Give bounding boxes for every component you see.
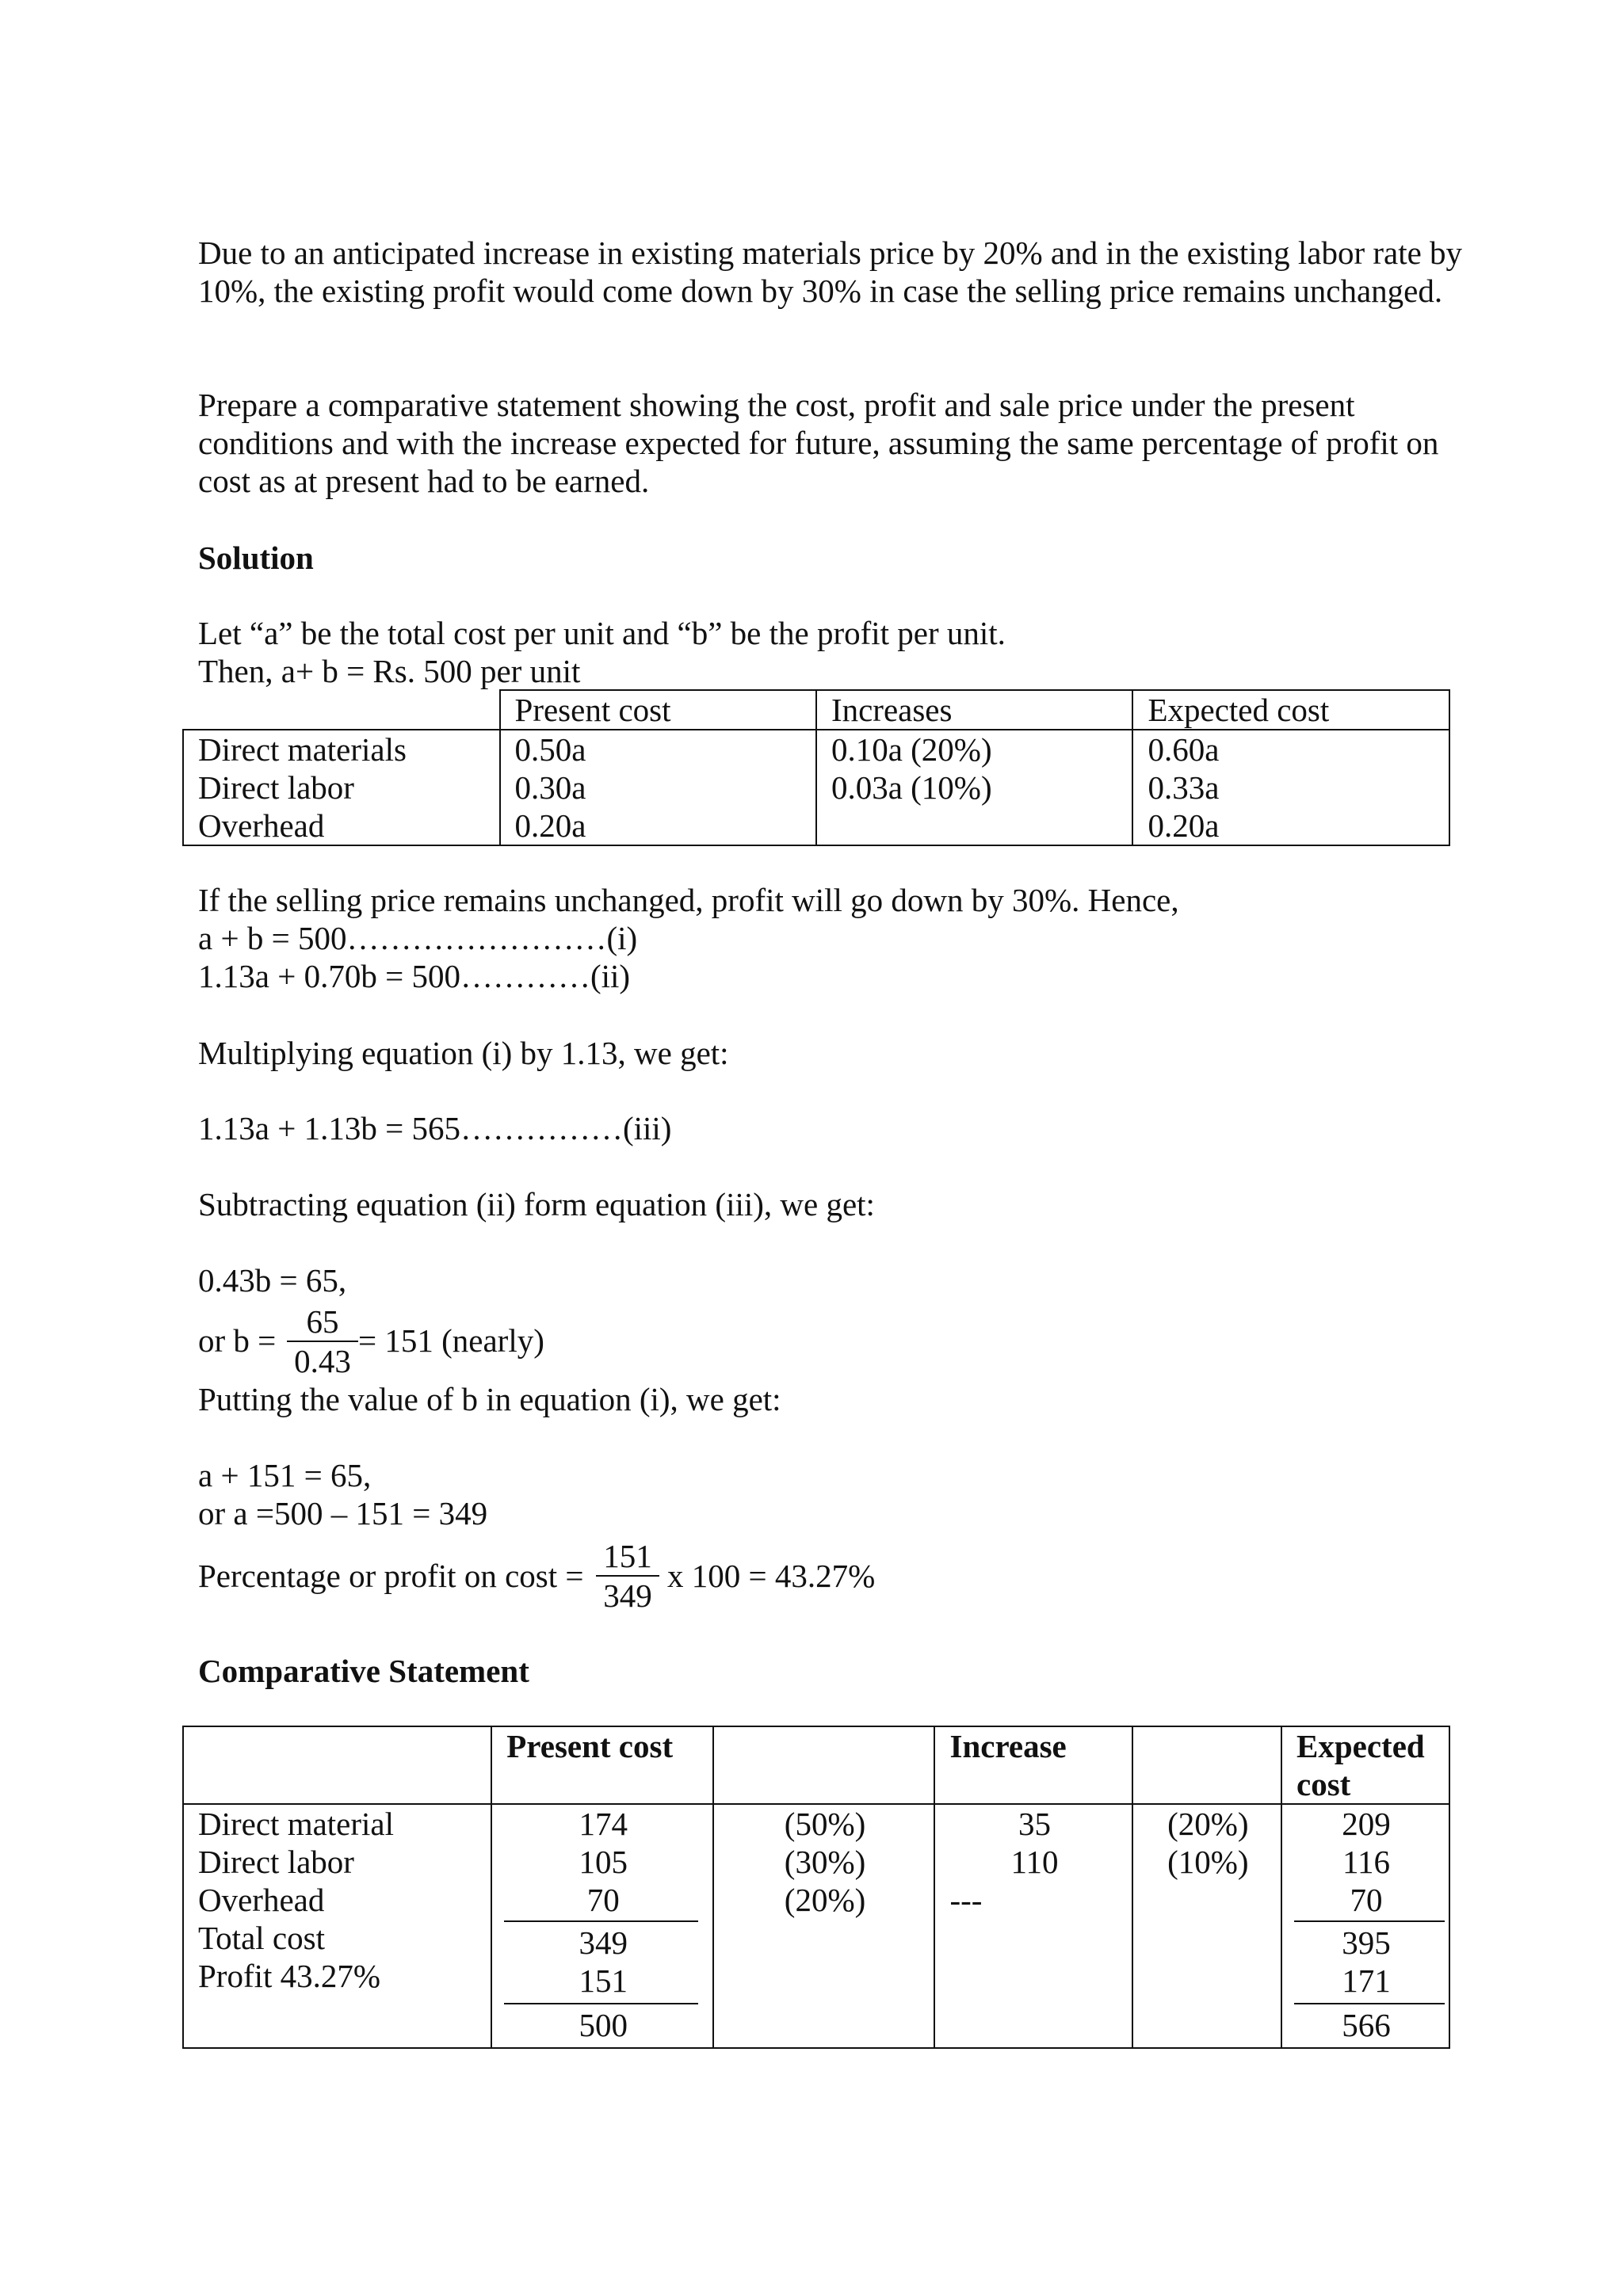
comparative-heading: Comparative Statement [198, 1653, 529, 1689]
cost-table-header-row [183, 690, 1449, 730]
cost-table-cell: Direct materials [183, 730, 500, 769]
expected-sale-price: 566 [1342, 2007, 1391, 2043]
cost-table-cell: 0.50a [500, 730, 816, 769]
label-overhead: Overhead [198, 1882, 325, 1918]
increase-cell [934, 1804, 1132, 2048]
increase-value: 35 [1018, 1806, 1051, 1842]
cost-table-cell: 0.20a [500, 807, 816, 845]
table-row [183, 807, 1449, 845]
increase-value: --- [949, 1882, 983, 1918]
cost-table-cell: 0.30a [500, 769, 816, 807]
percentage-fraction [596, 1537, 659, 1615]
label-total-cost: Total cost [198, 1920, 325, 1956]
label-direct-labor: Direct labor [198, 1844, 354, 1880]
comparative-header-present: Present cost [491, 1726, 713, 1804]
intro-paragraph-2: Prepare a comparative statement showing the cost, profit and sale price under the present conditions and with the increase expected for future, assuming the same percentage of profit on cost as at present had to be earned. [198, 387, 1439, 499]
comparative-header-cell [713, 1726, 934, 1804]
cost-table-cell: 0.03a (10%) [816, 769, 1133, 807]
present-cost-cell [491, 1804, 713, 2048]
cost-table-header-cell: Present cost [500, 690, 816, 730]
comparative-table [182, 1726, 1450, 2049]
cost-table [182, 689, 1450, 846]
label-direct-material: Direct material [198, 1806, 395, 1842]
cost-table-cell: 0.20a [1132, 807, 1449, 845]
present-percent-cell [713, 1804, 934, 2048]
present-percent: (20%) [784, 1882, 866, 1918]
let-line: Let “a” be the total cost per unit and “b” be the profit per unit. [198, 615, 1006, 651]
cost-table-cell: 0.60a [1132, 730, 1449, 769]
equation-i: a + b = 500……………………(i) [198, 920, 638, 956]
equation-line: Subtracting equation (ii) form equation (iii), we get: [198, 1186, 875, 1222]
table-row [183, 1804, 1449, 2048]
solution-heading: Solution [198, 540, 314, 576]
increase-percent: (20%) [1167, 1806, 1249, 1842]
cost-table-cell: Overhead [183, 807, 500, 845]
comparative-labels-cell [183, 1804, 491, 2048]
intro-paragraph-1: Due to an anticipated increase in existing materials price by 20% and in the existing labor rate by 10%, the existing profit would come down by 30% in case the selling price remains unchanged. [198, 235, 1463, 309]
equation-iii: 1.13a + 1.13b = 565……………(iii) [198, 1110, 672, 1146]
equation-line: a + 151 = 65, [198, 1457, 372, 1493]
then-line: Then, a+ b = Rs. 500 per unit [198, 653, 581, 689]
cost-table-cell [816, 807, 1133, 845]
present-value: 105 [579, 1844, 628, 1880]
comparative-header-row [183, 1726, 1449, 1804]
comparative-header-cell [1132, 1726, 1281, 1804]
percentage-numerator: 151 [596, 1537, 659, 1577]
equation-line: or a =500 – 151 = 349 [198, 1495, 488, 1531]
percentage-denominator: 349 [603, 1577, 652, 1614]
comparative-header-expected: Expected cost [1281, 1726, 1449, 1804]
expected-profit: 171 [1342, 1962, 1391, 1999]
cost-table-cell: 0.33a [1132, 769, 1449, 807]
expected-cost-cell [1281, 1804, 1449, 2048]
increase-percent-cell [1132, 1804, 1281, 2048]
cost-table-header-cell: Expected cost [1132, 690, 1449, 730]
comparative-header-cell [183, 1726, 491, 1804]
present-sale-price: 500 [579, 2007, 628, 2043]
subtotal-rule [504, 1920, 698, 1922]
increase-percent: (10%) [1167, 1844, 1249, 1880]
equation-line: 0.43b = 65, [198, 1262, 347, 1299]
fraction-b-denominator: 0.43 [294, 1343, 351, 1379]
present-value: 174 [579, 1806, 628, 1842]
table-row [183, 769, 1449, 807]
total-rule [1294, 2003, 1445, 2004]
equation-line: Putting the value of b in equation (i), we get: [198, 1381, 781, 1417]
percentage-suffix: x 100 = 43.27% [667, 1558, 876, 1594]
fraction-b-suffix: = 151 (nearly) [358, 1322, 544, 1359]
subtotal-rule [1294, 1920, 1445, 1922]
expected-total: 395 [1342, 1924, 1391, 1961]
present-total: 349 [579, 1924, 628, 1961]
equation-line: Multiplying equation (i) by 1.13, we get: [198, 1035, 729, 1071]
cost-table-header-cell: Increases [816, 690, 1133, 730]
cost-table-cell: 0.10a (20%) [816, 730, 1133, 769]
table-row [183, 730, 1449, 769]
cost-table-cell: Direct labor [183, 769, 500, 807]
label-profit: Profit 43.27% [198, 1958, 381, 1994]
present-value: 70 [586, 1882, 620, 1918]
percentage-prefix: Percentage or profit on cost = [198, 1558, 584, 1594]
expected-value: 209 [1342, 1806, 1391, 1842]
fraction-b-numerator: 65 [287, 1302, 358, 1342]
present-percent: (30%) [784, 1844, 866, 1880]
comparative-header-increase: Increase [934, 1726, 1132, 1804]
increase-value: 110 [1010, 1844, 1059, 1880]
total-rule [504, 2003, 698, 2004]
expected-value: 70 [1350, 1882, 1383, 1918]
equation-line: If the selling price remains unchanged, profit will go down by 30%. Hence, [198, 882, 1179, 918]
fraction-b-prefix: or b = [198, 1322, 277, 1359]
equation-ii: 1.13a + 0.70b = 500…………(ii) [198, 958, 631, 994]
present-profit: 151 [579, 1962, 628, 1999]
expected-value: 116 [1342, 1844, 1390, 1880]
cost-table-header-cell [183, 690, 500, 730]
present-percent: (50%) [784, 1806, 866, 1842]
fraction-b [287, 1302, 358, 1380]
